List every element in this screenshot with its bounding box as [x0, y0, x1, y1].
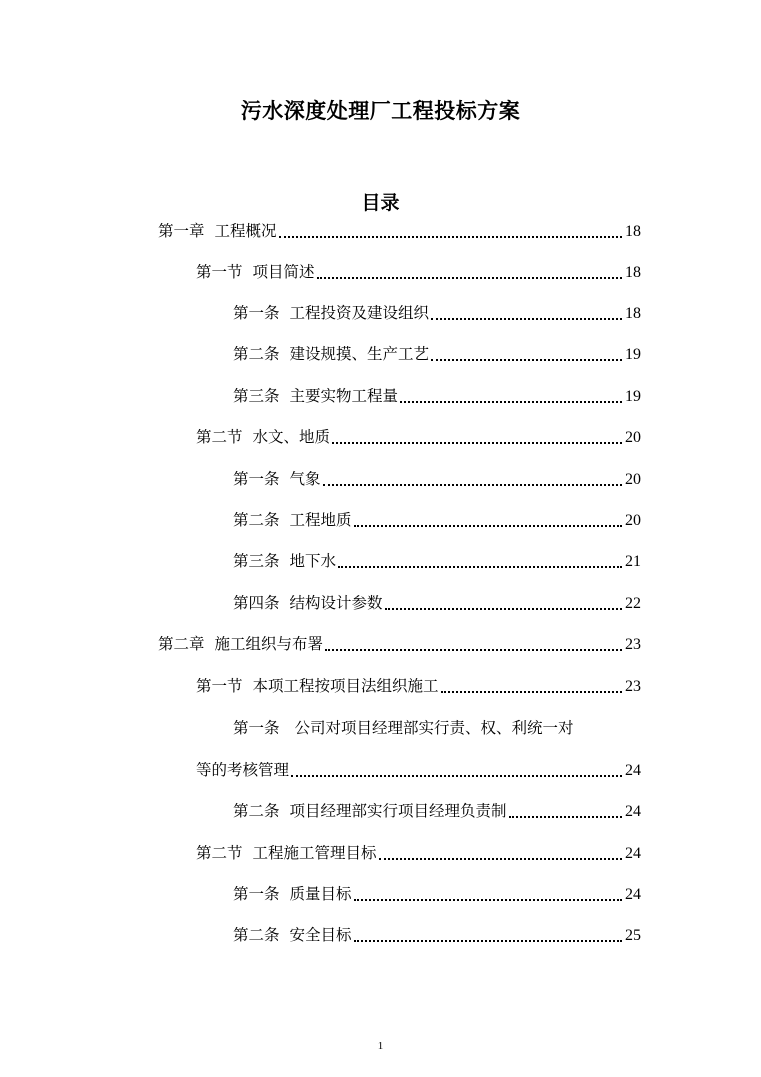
toc-entry-page: 23	[625, 678, 641, 695]
toc-entry-page: 24	[625, 762, 641, 779]
toc-entry-page: 24	[625, 803, 641, 820]
toc-entry-title: 公司对项目经理部实行责、权、利统一对	[294, 719, 574, 737]
toc-entry-title: 工程地质	[289, 511, 352, 529]
toc-entry[interactable]	[196, 261, 641, 284]
toc-leader-dots	[317, 277, 622, 279]
toc-entry[interactable]	[233, 385, 641, 408]
toc-entry-label: 第二条	[233, 926, 280, 944]
toc-entry[interactable]	[233, 592, 641, 615]
toc-entry-title: 结构设计参数	[289, 594, 383, 612]
toc-entry-label: 第三条	[233, 552, 280, 570]
document-title: 污水深度处理厂工程投标方案	[240, 99, 521, 123]
toc-entry-title: 质量目标	[289, 885, 352, 903]
toc-leader-dots	[400, 401, 622, 403]
toc-leader-dots	[323, 484, 622, 486]
toc-entry-label: 第一节	[196, 677, 243, 695]
toc-entry[interactable]	[233, 550, 641, 573]
toc-entry-title: 建设规摸、生产工艺	[289, 345, 430, 363]
toc-entry-title: 气象	[289, 470, 321, 488]
toc-entry[interactable]	[233, 343, 641, 366]
toc-entry-title: 项目经理部实行项目经理负责制	[289, 802, 507, 820]
toc-leader-dots	[279, 236, 622, 238]
toc-entry-label: 第一条	[233, 470, 280, 488]
toc-entry[interactable]	[158, 633, 641, 656]
toc-entry-label: 第一条	[233, 885, 280, 903]
toc-entry-title: 施工组织与布署	[214, 635, 324, 653]
toc-entry[interactable]	[233, 800, 641, 823]
toc-entry-label: 第二条	[233, 345, 280, 363]
toc-entry-title: 工程概况	[214, 222, 277, 240]
toc-entry-title: 工程施工管理目标	[252, 844, 377, 862]
toc-entry-page: 21	[625, 553, 641, 570]
toc-entry-page: 18	[625, 223, 641, 240]
toc-entry-label: 第二条	[233, 511, 280, 529]
toc-entry-title: 水文、地质	[252, 428, 331, 446]
toc-entry-label: 第四条	[233, 594, 280, 612]
toc-entry-title: 安全目标	[289, 926, 352, 944]
page-number: 1	[377, 1040, 384, 1052]
toc-entry-label: 第一条	[233, 719, 280, 737]
toc-entry-page: 25	[625, 927, 641, 944]
toc-leader-dots	[354, 899, 622, 901]
toc-leader-dots	[431, 359, 622, 361]
toc-entry[interactable]	[233, 468, 641, 491]
toc-entry-page: 19	[625, 388, 641, 405]
toc-entry-label: 第二条	[233, 802, 280, 820]
toc-entry-title: 地下水	[289, 552, 337, 570]
toc-leader-dots	[354, 525, 622, 527]
toc-entry-page: 24	[625, 886, 641, 903]
toc-entry-wrapped-second-line[interactable]	[196, 759, 641, 782]
toc-entry-page: 22	[625, 595, 641, 612]
toc-entry[interactable]	[233, 883, 641, 906]
toc-entry-page: 20	[625, 471, 641, 488]
toc-leader-dots	[441, 691, 622, 693]
toc-heading: 目录	[361, 192, 400, 214]
toc-leader-dots	[509, 816, 622, 818]
toc-entry[interactable]	[196, 426, 641, 449]
toc-entry-label: 第二章	[158, 635, 205, 653]
toc-entry-title: 本项工程按项目法组织施工	[252, 677, 439, 695]
toc-entry-page: 18	[625, 305, 641, 322]
toc-entry-title: 主要实物工程量	[289, 387, 399, 405]
toc-entry-label: 第一条	[233, 304, 280, 322]
toc-leader-dots	[291, 775, 622, 777]
toc-entry[interactable]	[233, 509, 641, 532]
toc-entry-label: 第二节	[196, 428, 243, 446]
toc-entry[interactable]	[233, 924, 641, 947]
toc-entry-label: 第一节	[196, 263, 243, 281]
toc-leader-dots	[385, 608, 622, 610]
toc-leader-dots	[431, 318, 622, 320]
toc-leader-dots	[354, 940, 622, 942]
toc-leader-dots	[338, 566, 622, 568]
toc-leader-dots	[379, 858, 622, 860]
toc-entry[interactable]	[158, 220, 641, 243]
toc-entry-page: 18	[625, 264, 641, 281]
toc-entry-title: 项目简述	[252, 263, 315, 281]
toc-entry[interactable]	[196, 842, 641, 865]
toc-entry-label: 第一章	[158, 222, 205, 240]
toc-entry-wrapped-first-line[interactable]	[233, 717, 641, 739]
toc-entry-title-continued: 等的考核管理	[196, 761, 290, 779]
toc-entry[interactable]	[233, 302, 641, 325]
toc-entry-page: 20	[625, 429, 641, 446]
toc-entry-title: 工程投资及建设组织	[289, 304, 430, 322]
toc-entry[interactable]	[196, 675, 641, 698]
toc-leader-dots	[332, 442, 622, 444]
toc-entry-page: 19	[625, 346, 641, 363]
toc-entry-page: 23	[625, 636, 641, 653]
toc-entry-label: 第二节	[196, 844, 243, 862]
toc-entry-page: 24	[625, 845, 641, 862]
toc-entry-page: 20	[625, 512, 641, 529]
toc-entry-label: 第三条	[233, 387, 280, 405]
toc-leader-dots	[325, 649, 622, 651]
